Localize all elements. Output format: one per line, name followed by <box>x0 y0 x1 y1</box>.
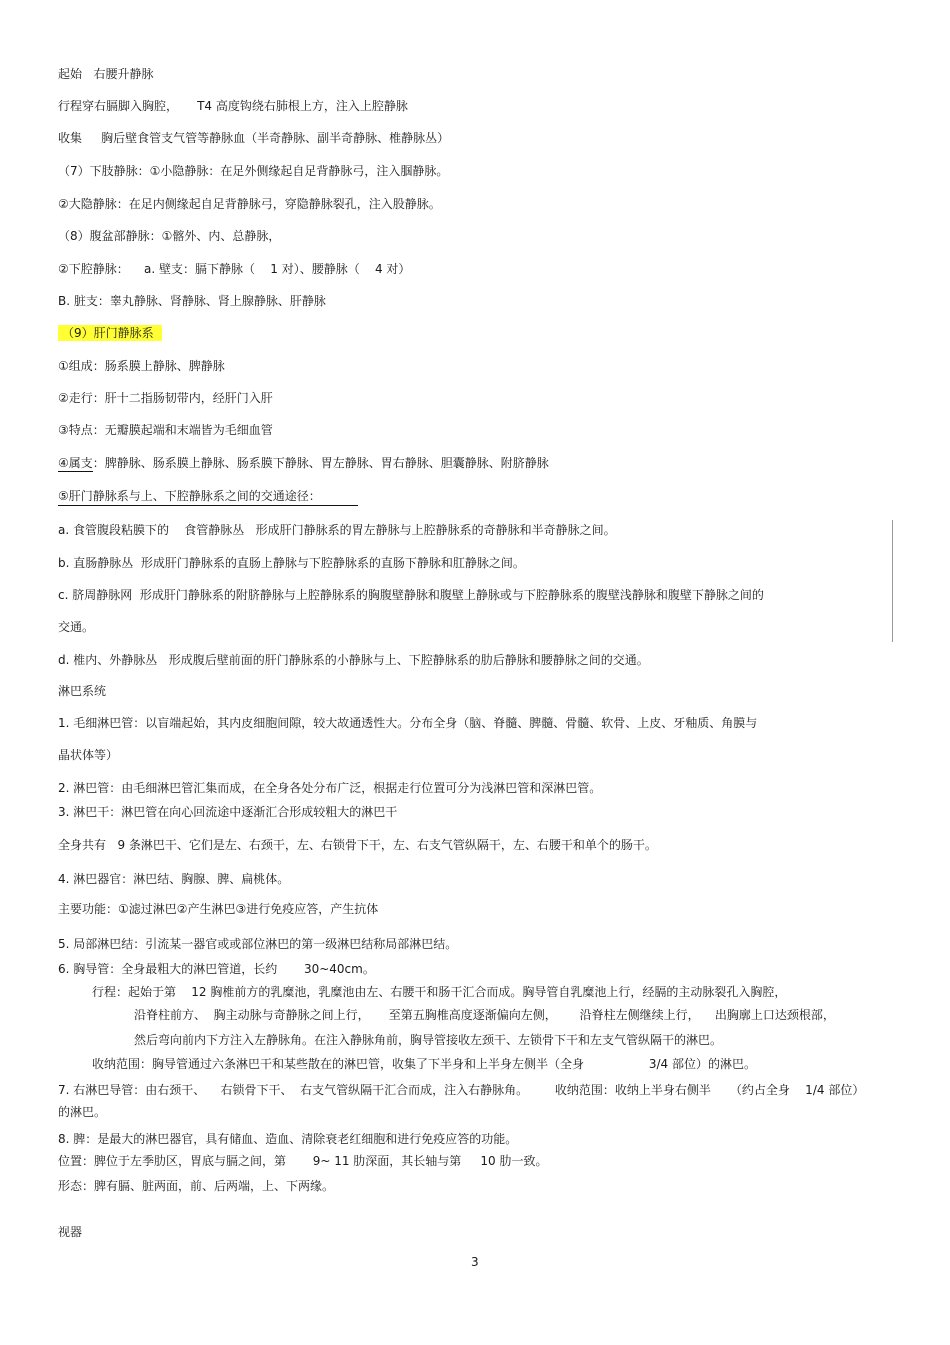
section-heading <box>58 325 162 341</box>
underlined-label: ④属支 <box>58 456 93 470</box>
text-line: 交通。 <box>58 620 95 634</box>
text-line: 4. 淋巴器官：淋巴结、胸腺、脾、扁桃体。 <box>58 872 290 886</box>
text-line: 全身共有 9 条淋巴干、它们是左、右颈干，左、右锁骨下干，左、右支气管纵隔干，左、右腰干和单个的肠干。 <box>58 838 657 852</box>
text-line: c. 脐周静脉网 形成肝门静脉系的附脐静脉与上腔静脉系的胸腹壁静脉和腹壁上静脉或与下腔静脉系的腹壁浅静脉和腹壁下静脉之间的 <box>58 588 764 602</box>
text-line: 晶状体等） <box>58 748 119 762</box>
text-line: 收纳范围：胸导管通过六条淋巴干和某些散在的淋巴管，收集了下半身和上半身左侧半（全身 3/4 部位）的淋巴。 <box>92 1057 756 1071</box>
text-line: 行程穿右膈脚入胸腔， T4 高度钩绕右肺根上方，注入上腔静脉 <box>58 99 408 113</box>
text-line: a. 食管腹段粘膜下的 食管静脉丛 形成肝门静脉系的胃左静脉与上腔静脉系的奇静脉和半奇静脉之间。 <box>58 523 616 537</box>
text-line: 5. 局部淋巴结：引流某一器官或或部位淋巴的第一级淋巴结称局部淋巴结。 <box>58 937 458 951</box>
text-line: 7. 右淋巴导管：由右颈干、 右锁骨下干、 右支气管纵隔干汇合而成，注入右静脉角。 收纳范围：收纳上半身右侧半 （约占全身 1/4 部位） <box>58 1083 865 1097</box>
text-line-body: ：脾静脉、肠系膜上静脉、肠系膜下静脉、胃左静脉、胃右静脉、胆囊静脉、附脐静脉 <box>92 456 549 470</box>
text-line: ②下腔静脉： a. 壁支：膈下静脉（ 1 对）、腰静脉（ 4 对） <box>58 262 411 276</box>
text-line: 2. 淋巴管：由毛细淋巴管汇集而成，在全身各处分布广泛，根据走行位置可分为浅淋巴管和深淋巴管。 <box>58 781 602 795</box>
text-line: 主要功能：①滤过淋巴②产生淋巴③进行免疫应答，产生抗体 <box>58 902 379 916</box>
text-line: 形态：脾有膈、脏两面，前、后两端，上、下两缘。 <box>58 1179 335 1193</box>
highlighted-heading: （9）肝门静脉系 <box>58 325 162 341</box>
page-number: 3 <box>471 1255 479 1269</box>
text-line: b. 直肠静脉丛 形成肝门静脉系的直肠上静脉与下腔静脉系的直肠下静脉和肛静脉之间。 <box>58 556 525 570</box>
text-line: ②走行：肝十二指肠韧带内，经肝门入肝 <box>58 391 273 405</box>
text-line: 8. 脾：是最大的淋巴器官，具有储血、造血、清除衰老红细胞和进行免疫应答的功能。 <box>58 1132 518 1146</box>
text-line: 6. 胸导管：全身最粗大的淋巴管道，长约 30~40cm。 <box>58 962 375 976</box>
text-line: 收集 胸后壁食管支气管等静脉血（半奇静脉、副半奇静脉、椎静脉丛） <box>58 131 450 145</box>
text-line: 1. 毛细淋巴管：以盲端起始，其内皮细胞间隙，较大故通透性大。分布全身（脑、脊髓、脾髓、骨髓、软骨、上皮、牙釉质、角膜与 <box>58 716 758 730</box>
text-line: （7）下肢静脉：①小隐静脉：在足外侧缘起自足背静脉弓，注入腘静脉。 <box>58 164 449 178</box>
text-line: ③特点：无瓣膜起端和末端皆为毛细血管 <box>58 423 273 437</box>
underline-rule <box>58 505 358 506</box>
section-heading: 淋巴系统 <box>58 684 107 698</box>
section-heading: 视器 <box>58 1225 83 1239</box>
text-line: 然后弯向前内下方注入左静脉角。在注入静脉角前，胸导管接收左颈干、左锁骨下干和左支气管纵隔干的淋巴。 <box>134 1033 723 1047</box>
text-line: ⑤肝门静脉系与上、下腔静脉系之间的交通途径： <box>58 489 321 503</box>
text-line: ②大隐静脉：在足内侧缘起自足背静脉弓，穿隐静脉裂孔，注入股静脉。 <box>58 197 441 211</box>
text-line: 起始 右腰升静脉 <box>58 67 154 81</box>
text-line: 的淋巴。 <box>58 1105 107 1119</box>
text-line: （8）腹盆部静脉：①髂外、内、总静脉， <box>58 229 281 243</box>
text-line: B. 脏支：睾丸静脉、肾静脉、肾上腺静脉、肝静脉 <box>58 294 326 308</box>
text-line: 沿脊柱前方、 胸主动脉与奇静脉之间上行， 至第五胸椎高度逐渐偏向左侧， 沿脊柱左侧继续上行， 出胸廓上口达颈根部， <box>134 1008 835 1022</box>
text-line: d. 椎内、外静脉丛 形成腹后壁前面的肝门静脉系的小静脉与上、下腔静脉系的肋后静脉和腰静脉之间的交通。 <box>58 653 649 667</box>
text-line: ①组成：肠系膜上静脉、脾静脉 <box>58 359 225 373</box>
text-line: 行程：起始于第 12 胸椎前方的乳糜池，乳糜池由左、右腰干和肠干汇合而成。胸导管自乳糜池上行，经膈的主动脉裂孔入胸腔， <box>92 985 787 999</box>
margin-bar <box>892 520 893 642</box>
text-line: 位置：脾位于左季肋区，胃底与膈之间，第 9~ 11 肋深面，其长轴与第 10 肋一致。 <box>58 1154 548 1168</box>
text-line: 3. 淋巴干：淋巴管在向心回流途中逐渐汇合形成较粗大的淋巴干 <box>58 805 398 819</box>
text-line <box>58 455 549 471</box>
